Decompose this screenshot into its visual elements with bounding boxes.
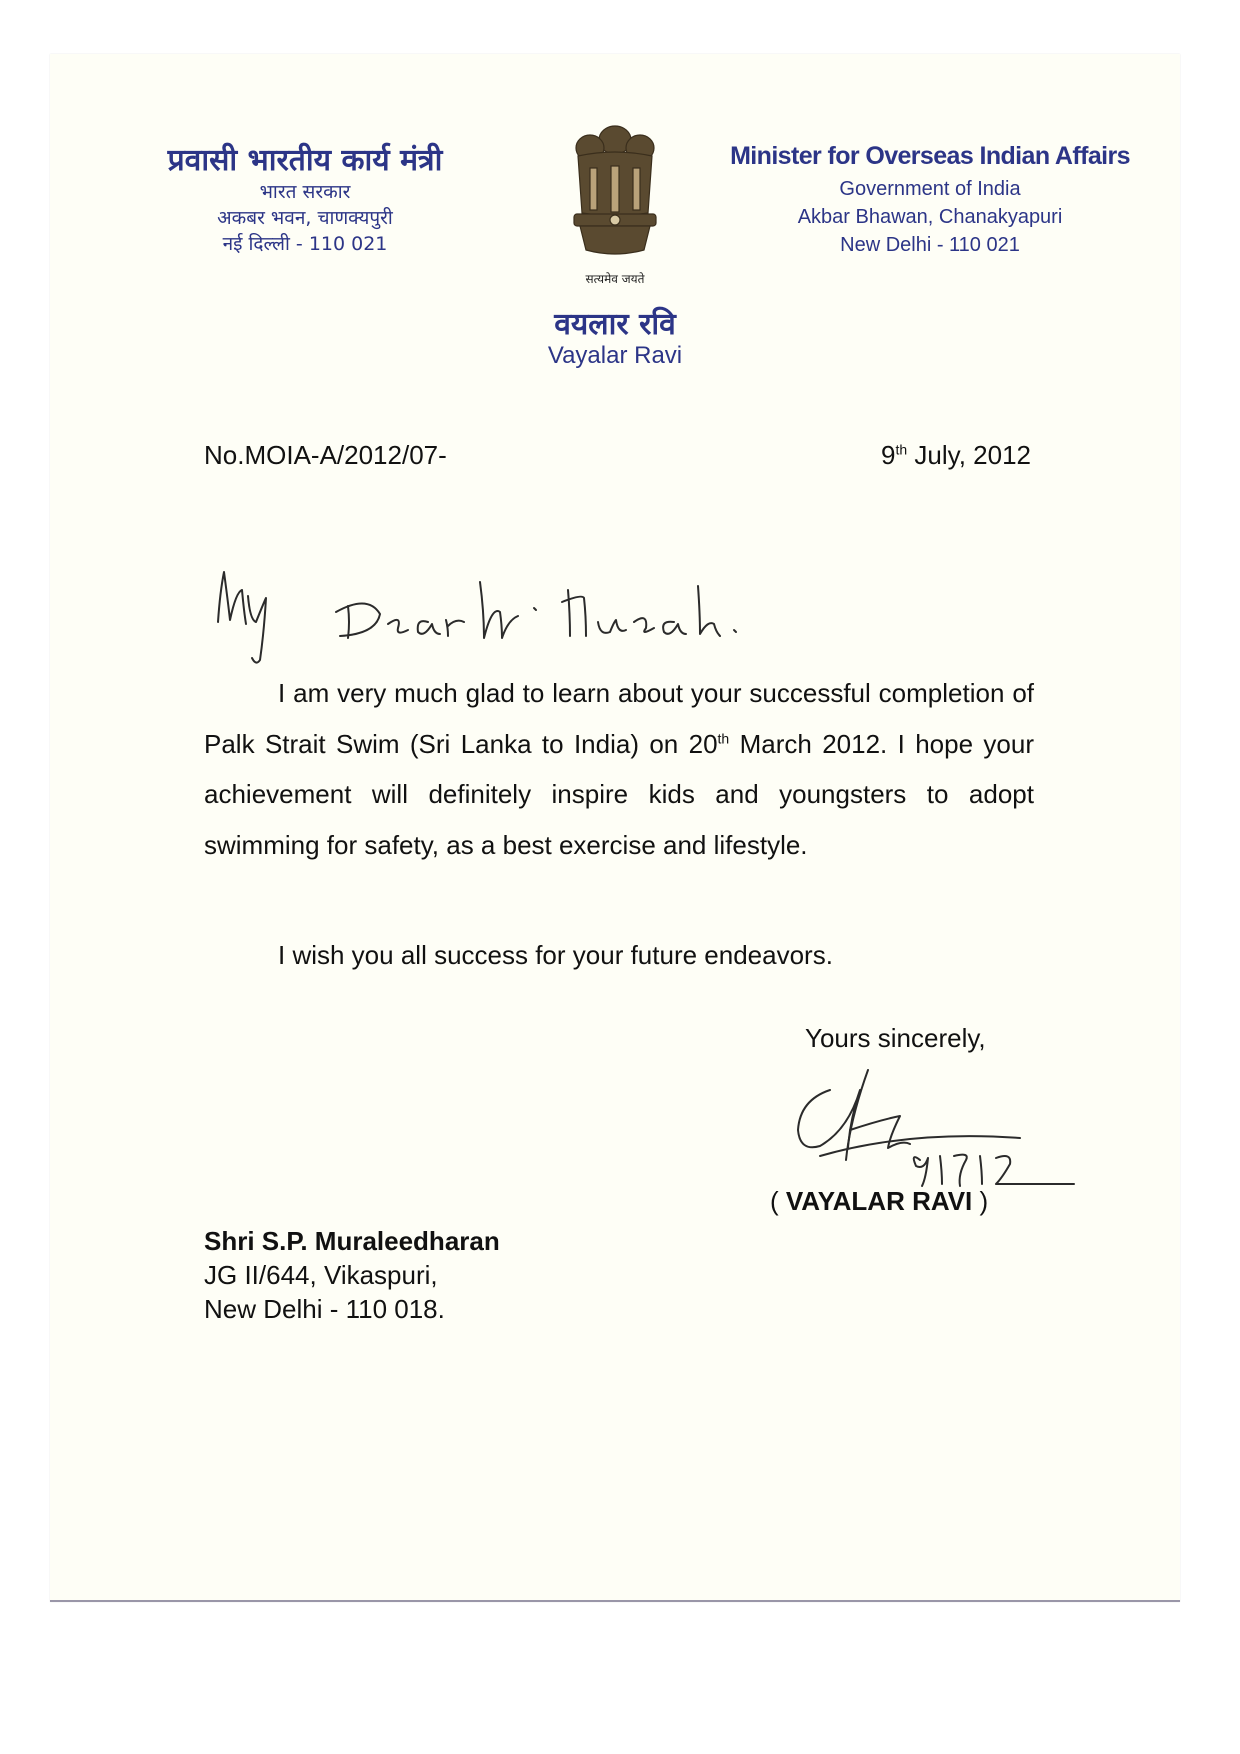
- letterhead-english-line: Government of India: [839, 178, 1021, 200]
- handwritten-signature: [790, 1060, 1080, 1200]
- reference-number: No.MOIA-A/2012/07-: [204, 440, 447, 470]
- letterhead-hindi-line: नई दिल्ली - 110 021: [222, 233, 388, 255]
- recipient-name: Shri S.P. Muraleedharan: [204, 1226, 500, 1256]
- recipient-address-line: New Delhi - 110 018.: [204, 1294, 445, 1324]
- letterhead-english-title: Minister for Overseas Indian Affairs: [730, 142, 1130, 170]
- letter-date: 9th July, 2012: [881, 440, 1031, 470]
- letterhead-hindi-title: प्रवासी भारतीय कार्य मंत्री: [167, 143, 443, 178]
- letter-paragraph-2: I wish you all success for your future endeavors.: [278, 940, 833, 970]
- recipient-address-line: JG II/644, Vikaspuri,: [204, 1260, 438, 1290]
- closing-phrase: Yours sincerely,: [805, 1023, 986, 1053]
- handwritten-salutation: [208, 562, 808, 672]
- letter-paragraph-1: I am very much glad to learn about your successful completion of Palk Strait Swim (Sri Lanka to India) on 20th March 2012. I hope your achievement will definitely inspire kids and youngsters to adopt swimming for safety, as a best exercise and lifestyle.: [204, 678, 1034, 860]
- letterhead-hindi-line: अकबर भवन, चाणक्यपुरी: [217, 207, 393, 229]
- letterhead-hindi-line: भारत सरकार: [259, 181, 351, 203]
- signatory-name: ( VAYALAR RAVI ): [770, 1186, 989, 1216]
- national-emblem-icon: [560, 118, 670, 268]
- emblem-motto: सत्यमेव जयते: [585, 272, 645, 286]
- letterhead-english-line: Akbar Bhawan, Chanakyapuri: [797, 206, 1063, 228]
- minister-name-hindi: वयलार रवि: [554, 307, 676, 342]
- minister-name-english: Vayalar Ravi: [547, 342, 683, 369]
- letterhead-english-line: New Delhi - 110 021: [840, 234, 1020, 256]
